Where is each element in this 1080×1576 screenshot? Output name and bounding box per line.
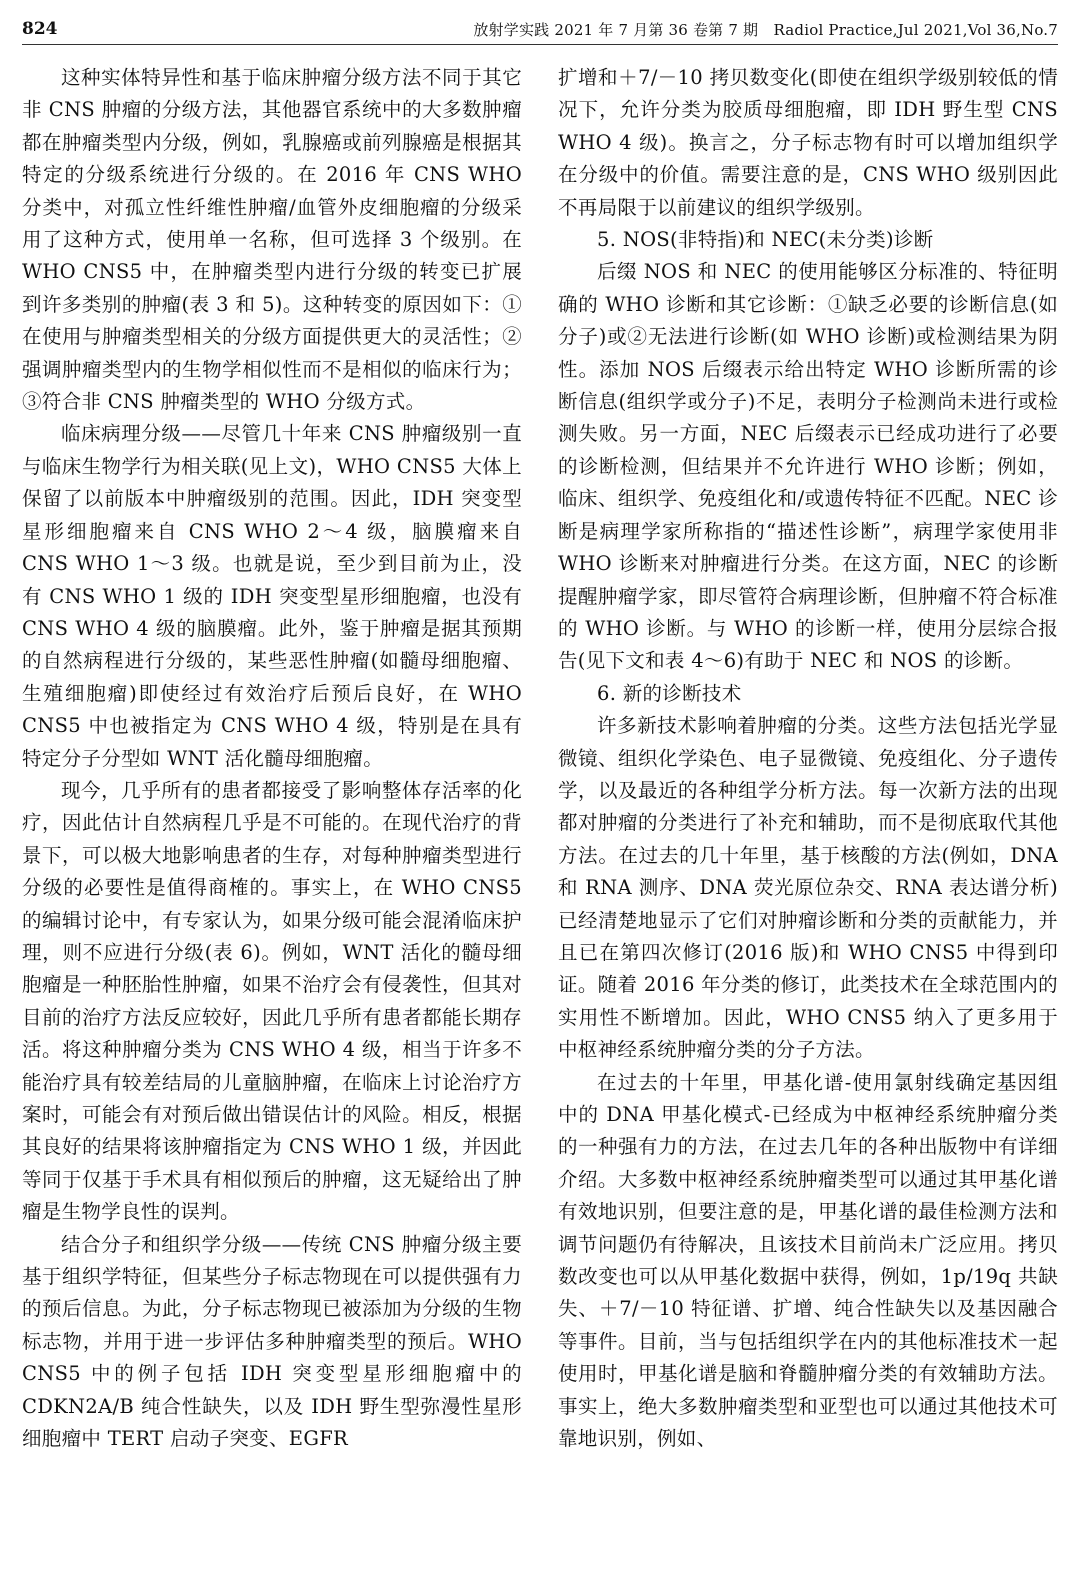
left-column — [22, 62, 522, 1564]
paragraph-continuation: 扩增和＋7/－10 拷贝数变化(即使在组织学级别较低的情况下，允许分类为胶质母细胞瘤，即 IDH 野生型 CNS WHO 4 级)。换言之，分子标志物有时可以增加组织学在分级中的价值。需要注意的是，CNS WHO 级别因此不再局限于以前建议的组织学级别。 — [558, 66, 1058, 219]
text-columns — [22, 62, 1058, 1564]
paragraph-nos-nec: 后缀 NOS 和 NEC 的使用能够区分标准的、特征明确的 WHO 诊断和其它诊断：①缺乏必要的诊断信息(如分子)或②无法进行诊断(如 WHO 诊断)或检测结果为阴性。添加 NOS 后缀表示给出特定 WHO 诊断所需的诊断信息(组织学或分子)不足，表明分子检测尚未进行或检测失败。另一方面，NEC 后缀表示已经成功进行了必要的诊断检测，但结果并不允许进行 WHO 诊断；例如，临床、组织学、免疫组化和/或遗传特征不匹配。NEC 诊断是病理学家所称指的“描述性诊断”，病理学家使用非 WHO 诊断来对肿瘤进行分类。在这方面，NEC 的诊断提醒肿瘤学家，即尽管符合病理诊断，但肿瘤不符合标准的 WHO 诊断。与 WHO 的诊断一样，使用分层综合报告(见下文和表 4～6)有助于 NEC 和 NOS 的诊断。 — [558, 260, 1058, 673]
page-number: 824 — [22, 19, 58, 39]
section-heading-nos-nec: 5. NOS(非特指)和 NEC(未分类)诊断 — [597, 228, 934, 252]
page-header — [22, 14, 1058, 45]
paragraph-clinicopathologic-grading: 临床病理分级——尽管几十年来 CNS 肿瘤级别一直与临床生物学行为相关联(见上文)，WHO CNS5 大体上保留了以前版本中肿瘤级别的范围。因此，IDH 突变型星形细胞瘤来自 CNS WHO 2～4 级，脑膜瘤来自 CNS WHO 1～3 级。也就是说，至少到目前为止，没有 CNS WHO 1 级的 IDH 突变型星形细胞瘤，也没有 CNS WHO 4 级的脑膜瘤。此外，鉴于肿瘤是据其预期的自然病程进行分级的，某些恶性肿瘤(如髓母细胞瘤、生殖细胞瘤)即使经过有效治疗后预后良好，在 WHO CNS5 中也被指定为 CNS WHO 4 级，特别是在具有特定分子分型如 WNT 活化髓母细胞瘤。 — [22, 422, 522, 770]
paragraph-new-techniques: 许多新技术影响着肿瘤的分类。这些方法包括光学显微镜、组织化学染色、电子显微镜、免疫组化、分子遗传学，以及最近的各种组学分析方法。每一次新方法的出现都对肿瘤的分类进行了补充和辅助，而不是彻底取代其他方法。在过去的几十年里，基于核酸的方法(例如，DNA 和 RNA 测序、DNA 荧光原位杂交、RNA 表达谱分析)已经清楚地显示了它们对肿瘤诊断和分类的贡献能力，并且已在第四次修订(2016 版)和 WHO CNS5 中得到印证。随着 2016 年分类的修订，此类技术在全球范围内的实用性不断增加。因此，WHO CNS5 纳入了更多用于中枢神经系统肿瘤分类的分子方法。 — [558, 714, 1058, 1062]
paragraph-grading-entity: 这种实体特异性和基于临床肿瘤分级方法不同于其它非 CNS 肿瘤的分级方法，其他器官系统中的大多数肿瘤都在肿瘤类型内分级，例如，乳腺癌或前列腺癌是根据其特定的分级系统进行分级的。在 2016 年 CNS WHO 分类中，对孤立性纤维性肿瘤/血管外皮细胞瘤的分级采用了这种方式，使用单一名称，但可选择 3 个级别。在 WHO CNS5 中，在肿瘤类型内进行分级的转变已扩展到许多类别的肿瘤(表 3 和 5)。这种转变的原因如下：①在使用与肿瘤类型相关的分级方面提供更大的灵活性；②强调肿瘤类型内的生物学相似性而不是相似的临床行为；③符合非 CNS 肿瘤类型的 WHO 分级方式。 — [22, 66, 522, 414]
right-column — [558, 62, 1058, 1564]
running-title: 放射学实践 2021 年 7 月第 36 卷第 7 期 Radiol Practice,Jul 2021,Vol 36,No.7 — [473, 20, 1058, 39]
paragraph-methylation-profiling: 在过去的十年里，甲基化谱-使用氯射线确定基因组中的 DNA 甲基化模式-已经成为中枢神经系统肿瘤分类的一种强有力的方法，在过去几年的各种出版物中有详细介绍。大多数中枢神经系统肿瘤类型可以通过其甲基化谱有效地识别，但要注意的是，甲基化谱的最佳检测方法和调节问题仍有待解决，且该技术目前尚未广泛应用。拷贝数改变也可以从甲基化数据中获得，例如，1p/19q 共缺失、＋7/－10 特征谱、扩增、纯合性缺失以及基因融合等事件。目前，当与包括组织学在内的其他标准技术一起使用时，甲基化谱是脑和脊髓肿瘤分类的有效辅助方法。事实上，绝大多数肿瘤类型和亚型也可以通过其他技术可靠地识别，例如、 — [558, 1070, 1058, 1451]
paragraph-modern-therapy: 现今，几乎所有的患者都接受了影响整体存活率的化疗，因此估计自然病程几乎是不可能的。在现代治疗的背景下，可以极大地影响患者的生存，对每种肿瘤类型进行分级的必要性是值得商榷的。事实上，在 WHO CNS5 的编辑讨论中，有专家认为，如果分级可能会混淆临床护理，则不应进行分级(表 6)。例如，WNT 活化的髓母细胞瘤是一种胚胎性肿瘤，如果不治疗会有侵袭性，但其对目前的治疗方法反应较好，因此几乎所有患者都能长期存活。将这种肿瘤分类为 CNS WHO 4 级，相当于许多不能治疗具有较差结局的儿童脑肿瘤，在临床上讨论治疗方案时，可能会有对预后做出错误估计的风险。相反，根据其良好的结果将该肿瘤指定为 CNS WHO 1 级，并因此等同于仅基于手术具有相似预后的肿瘤，这无疑给出了肿瘤是生物学良性的误判。 — [22, 778, 522, 1224]
section-heading-new-techniques: 6. 新的诊断技术 — [597, 681, 742, 705]
paragraph-molecular-histologic-grading: 结合分子和组织学分级——传统 CNS 肿瘤分级主要基于组织学特征，但某些分子标志物现在可以提供强有力的预后信息。为此，分子标志物现已被添加为分级的生物标志物，并用于进一步评估多种肿瘤类型的预后。WHO CNS5 中的例子包括 IDH 突变型星形细胞瘤中的 CDKN2A/B 纯合性缺失，以及 IDH 野生型弥漫性星形细胞瘤中 TERT 启动子突变、EGFR — [22, 1232, 522, 1451]
